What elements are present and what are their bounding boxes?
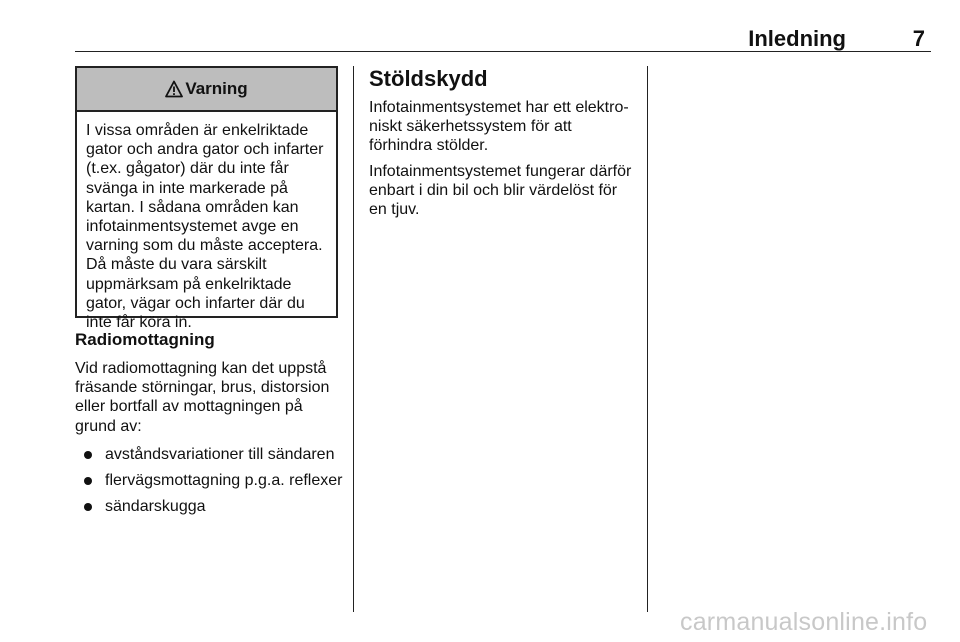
column-divider-right <box>647 66 648 612</box>
column-divider-left <box>353 66 354 612</box>
radio-bullet-list <box>75 445 343 517</box>
radio-section <box>75 330 343 523</box>
bullet-text: avståndsvariationer till sändaren <box>105 445 335 463</box>
radio-heading: Radiomottagning <box>75 330 215 349</box>
warning-text: I vissa områden är enkelriktade gator och andra gator och infarter (t.ex. gågator) där du inte får svänga in inte markerade på kartan. I sådana områden kan infotainmentsystemet avge en varning som du måste acceptera. Då måste du vara särskilt uppmärksam på enkelriktade gator, vägar och infarter där du inte får köra in. <box>86 122 324 332</box>
header-title: Inledning <box>748 26 846 51</box>
bullet-text: sändarskugga <box>105 498 206 516</box>
bullet-icon <box>84 451 92 459</box>
page-header <box>75 26 931 52</box>
theft-paragraph-1: Infotainmentsystemet har ett elektro-niskt säkerhetssystem för att förhindra stölder. <box>369 99 629 155</box>
header-rule <box>75 51 931 52</box>
page-number: 7 <box>912 26 925 51</box>
theft-paragraph-2: Infotainmentsystemet fungerar därför enbart i din bil och blir värdelöst för en tjuv. <box>369 162 632 219</box>
warning-triangle-icon <box>165 80 183 98</box>
theft-section <box>369 66 637 225</box>
warning-title: Varning <box>185 79 248 98</box>
list-item <box>75 471 343 490</box>
warning-header <box>77 68 336 112</box>
list-item <box>75 445 343 464</box>
bullet-icon <box>84 503 92 511</box>
watermark: carmanualsonline.info <box>680 608 928 636</box>
bullet-icon <box>84 477 92 485</box>
radio-intro: Vid radiomottagning kan det uppstå fräsande störningar, brus, distorsion eller bortfall av mottagningen på grund av: <box>75 360 330 435</box>
list-item <box>75 497 343 516</box>
warning-box <box>75 66 338 332</box>
bullet-text: flervägsmottagning p.g.a. reflexer <box>105 472 343 490</box>
theft-heading: Stöldskydd <box>369 66 488 91</box>
